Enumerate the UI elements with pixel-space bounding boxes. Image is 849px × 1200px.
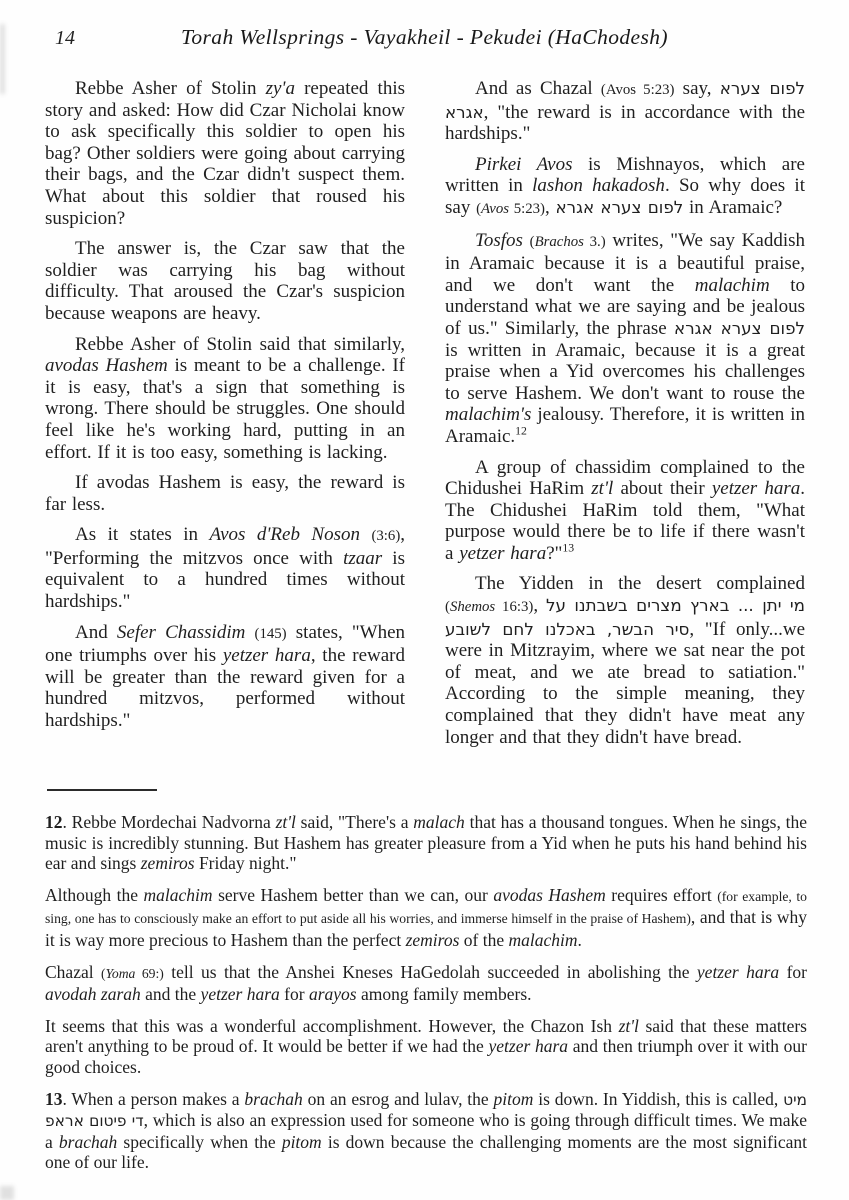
text-segment: specifically when the: [117, 1131, 282, 1152]
text-segment: Pirkei Avos: [475, 153, 573, 175]
text-segment: , which is also an expression used for someone who is going through difficult times. We make a: [45, 1110, 807, 1152]
page-number: 14: [55, 27, 75, 49]
text-segment: , "Performing the mitzvos once with: [45, 524, 406, 569]
text-segment: zemiros: [140, 853, 195, 874]
text-segment: that has a thousand tongues. When he sings, the music is incredibly stunning. But Hashem has greater pleasure from a Yid when he puts his hand behind his ear and sings: [45, 812, 807, 874]
text-segment: zemiros: [405, 929, 460, 950]
paragraph: [445, 573, 805, 748]
text-segment: ?": [546, 542, 563, 564]
page-title: Torah Wellsprings - Vayakheil - Pekudei (HaChodesh): [181, 25, 668, 49]
paragraph: [45, 472, 405, 515]
footnote: [45, 812, 807, 874]
footnotes-section: [45, 812, 807, 1184]
text-segment: ,: [533, 595, 546, 617]
text-segment: of the: [459, 929, 509, 950]
text-segment: [360, 524, 371, 545]
text-segment: 5:23): [509, 200, 545, 217]
text-segment: . The Chidushei HaRim told them, "What purpose would there be to life if there wasn't a: [445, 478, 806, 564]
text-segment: , the reward will be greater than the reward given for a hundred mitzvos, performed without hardships.": [45, 645, 405, 732]
text-segment: yetzer hara: [488, 1036, 569, 1057]
text-segment: לפום צערא אגרא: [445, 78, 806, 122]
footnote: [45, 1016, 807, 1078]
text-segment: (: [101, 965, 106, 981]
footnote: [45, 885, 807, 951]
text-segment: brachah: [244, 1088, 303, 1109]
text-segment: is down. In Yiddish, this is called,: [533, 1088, 784, 1109]
text-segment: avodas Hashem: [45, 355, 168, 377]
text-segment: is written in Aramaic, because it is a great praise when a Yid overcomes his challenges to serve Hashem. We don't want to rouse the: [445, 339, 805, 404]
paragraph: [445, 78, 805, 145]
text-segment: As it states in: [75, 524, 210, 546]
text-segment: לפום צערא אגרא: [555, 196, 684, 217]
text-segment: yetzer hara: [459, 542, 547, 564]
text-segment: in Aramaic?: [683, 196, 783, 218]
text-segment: requires effort: [605, 884, 718, 905]
text-segment: A group of chassidim complained to the Chidushei HaRim: [445, 456, 805, 500]
text-segment: Chazal: [45, 961, 101, 982]
text-segment: for: [779, 961, 807, 982]
text-segment: tzaar: [343, 547, 383, 569]
text-segment: 12: [515, 424, 527, 438]
paragraph: [45, 334, 405, 464]
text-segment: Brachos: [534, 233, 584, 250]
text-segment: 13: [45, 1088, 63, 1109]
text-segment: And as Chazal: [475, 78, 601, 99]
paragraph: [45, 78, 405, 229]
text-segment: If avodas Hashem is easy, the reward is far less.: [45, 472, 405, 515]
scan-artifact: [0, 1186, 14, 1200]
column-left: [45, 78, 405, 757]
text-segment: is equivalent to a hundred times without hardships.": [45, 547, 405, 613]
text-segment: , "the reward is in accordance with the hardships.": [445, 101, 805, 145]
text-segment: say,: [674, 78, 720, 99]
footnote-separator: [47, 789, 157, 791]
text-segment: jealousy. Therefore, it is written in Aramaic.: [445, 404, 805, 447]
text-segment: (: [476, 200, 482, 217]
text-segment: and the: [140, 984, 201, 1005]
text-segment: .: [577, 929, 582, 950]
text-segment: 69:): [135, 965, 164, 981]
text-segment: Yoma: [105, 965, 136, 981]
text-segment: and then triumph over it with our good choices.: [45, 1036, 807, 1077]
text-segment: Friday night.": [194, 853, 297, 874]
text-segment: 16:3): [495, 599, 534, 616]
paragraph: [445, 154, 805, 221]
paragraph: [45, 524, 405, 612]
text-segment: It seems that this was a wonderful accomplishment. However, the Chazon Ish: [45, 1015, 619, 1036]
text-segment: Sefer Chassidim: [116, 621, 246, 643]
text-segment: states, "When one triumphs over his: [45, 621, 406, 667]
text-segment: serve Hashem better than we can, our: [212, 884, 494, 905]
text-segment: on an esrog and lulav, the: [302, 1088, 494, 1109]
text-segment: said that these matters aren't anything to be proud of. It would be better if we had the: [45, 1015, 807, 1057]
text-segment: writes, "We say Kaddish in Aramaic because it is a beautiful praise, and we don't want the: [445, 229, 806, 296]
paragraph: [445, 457, 805, 565]
text-segment: Shemos: [449, 599, 496, 616]
text-segment: zt'l: [275, 812, 296, 832]
text-segment: yetzer hara: [200, 984, 280, 1005]
text-segment: , "If only...we were in Mitzrayim, where we sat near the pot of meat, and we ate bread to satiation." According to the simple meaning, they complained that they didn't have meat any longer and that they didn't have bread.: [445, 618, 805, 748]
text-segment: about their: [613, 478, 712, 500]
paragraph: [445, 230, 805, 448]
text-segment: avodah zarah: [45, 984, 141, 1005]
text-segment: . When a person makes a: [62, 1088, 245, 1109]
column-right: [445, 78, 805, 757]
text-segment: pitom: [281, 1131, 322, 1152]
text-segment: (: [529, 233, 535, 250]
text-segment: לפום צערא אגרא: [674, 317, 806, 338]
text-segment: And: [75, 621, 117, 643]
text-segment: . Rebbe Mordechai Nadvorna: [62, 812, 276, 832]
text-segment: malachim: [694, 274, 770, 296]
text-segment: , and that is why it is way more precious to Hashem than the perfect: [45, 907, 807, 950]
text-segment: malachim: [508, 929, 578, 950]
text-segment: (Avos 5:23): [600, 82, 675, 98]
text-segment: arayos: [308, 984, 357, 1005]
text-segment: מיט די פיטום אראפ: [45, 1090, 807, 1131]
text-segment: [245, 622, 254, 643]
text-segment: zt'l: [591, 478, 614, 500]
text-segment: yetzer hara: [222, 645, 311, 667]
text-segment: repeated this story and asked: How did Czar Nicholai know to ask specifically this soldier to open his bag? Other soldiers were going about carrying their bags, and the Czar didn't suspect them. What about this soldier that roused his suspicion?: [45, 78, 405, 229]
text-segment: avodas Hashem: [493, 884, 606, 905]
body-columns: [45, 78, 805, 757]
text-segment: (for example, to sing, one has to consciously make an effort to put aside all his worries, and immerse himself in the praise of Hashem): [45, 888, 807, 927]
text-segment: malachim: [143, 884, 213, 905]
text-segment: among family members.: [356, 984, 532, 1005]
paragraph: [45, 238, 405, 324]
text-segment: Avos: [481, 200, 509, 217]
text-segment: yetzer hara: [696, 961, 780, 982]
text-segment: is down because the challenging moments are the most significant one of our life.: [45, 1131, 807, 1173]
text-segment: The answer is, the Czar saw that the soldier was carrying his bag without difficulty. That aroused the Czar's suspicion because weapons are heavy.: [45, 238, 405, 324]
text-segment: to understand what we are saying and be jealous of us." Similarly, the phrase: [445, 274, 806, 339]
text-segment: yetzer hara: [711, 478, 801, 500]
text-segment: (3:6): [371, 528, 401, 545]
text-segment: 13: [562, 541, 575, 555]
text-segment: מי יתן ... בארץ מצרים בשבתנו על סיר הבשר, באכלנו לחם לשובע: [445, 595, 805, 639]
text-segment: malach: [413, 812, 465, 832]
text-segment: tell us that the Anshei Kneses HaGedolah succeeded in abolishing the: [163, 961, 697, 982]
text-segment: [523, 230, 530, 251]
text-segment: Tosfos: [475, 229, 523, 251]
text-segment: said, "There's a: [295, 812, 414, 832]
footnote: [45, 962, 807, 1005]
text-segment: malachim's: [445, 404, 532, 426]
text-segment: lashon hakadosh: [532, 175, 665, 197]
text-segment: is meant to be a challenge. If it is easy, that's a sign that something is wrong. There should be struggles. One should feel like he's working hard, putting in an effort. If it is too easy, something is lacking.: [45, 355, 405, 463]
paragraph: [45, 622, 405, 732]
text-segment: is Mishnayos, which are written in: [445, 153, 805, 197]
text-segment: pitom: [493, 1088, 534, 1109]
text-segment: for: [279, 984, 309, 1005]
text-segment: Rebbe Asher of Stolin: [75, 78, 266, 99]
text-segment: . So why does it say: [445, 175, 805, 218]
text-segment: (: [445, 599, 450, 616]
text-segment: ,: [544, 196, 556, 218]
text-segment: The Yidden in the desert complained: [475, 573, 805, 595]
text-segment: zt'l: [618, 1015, 639, 1036]
text-segment: brachah: [58, 1131, 118, 1152]
text-segment: 12: [45, 812, 63, 832]
text-segment: 3.): [583, 233, 606, 250]
text-segment: zy'a: [265, 78, 295, 99]
text-segment: (145): [254, 625, 287, 642]
text-segment: Rebbe Asher of Stolin said that similarly,: [75, 333, 405, 355]
text-segment: Avos d'Reb Noson: [209, 524, 360, 546]
footnote: [45, 1089, 807, 1173]
text-segment: Although the: [45, 884, 144, 905]
